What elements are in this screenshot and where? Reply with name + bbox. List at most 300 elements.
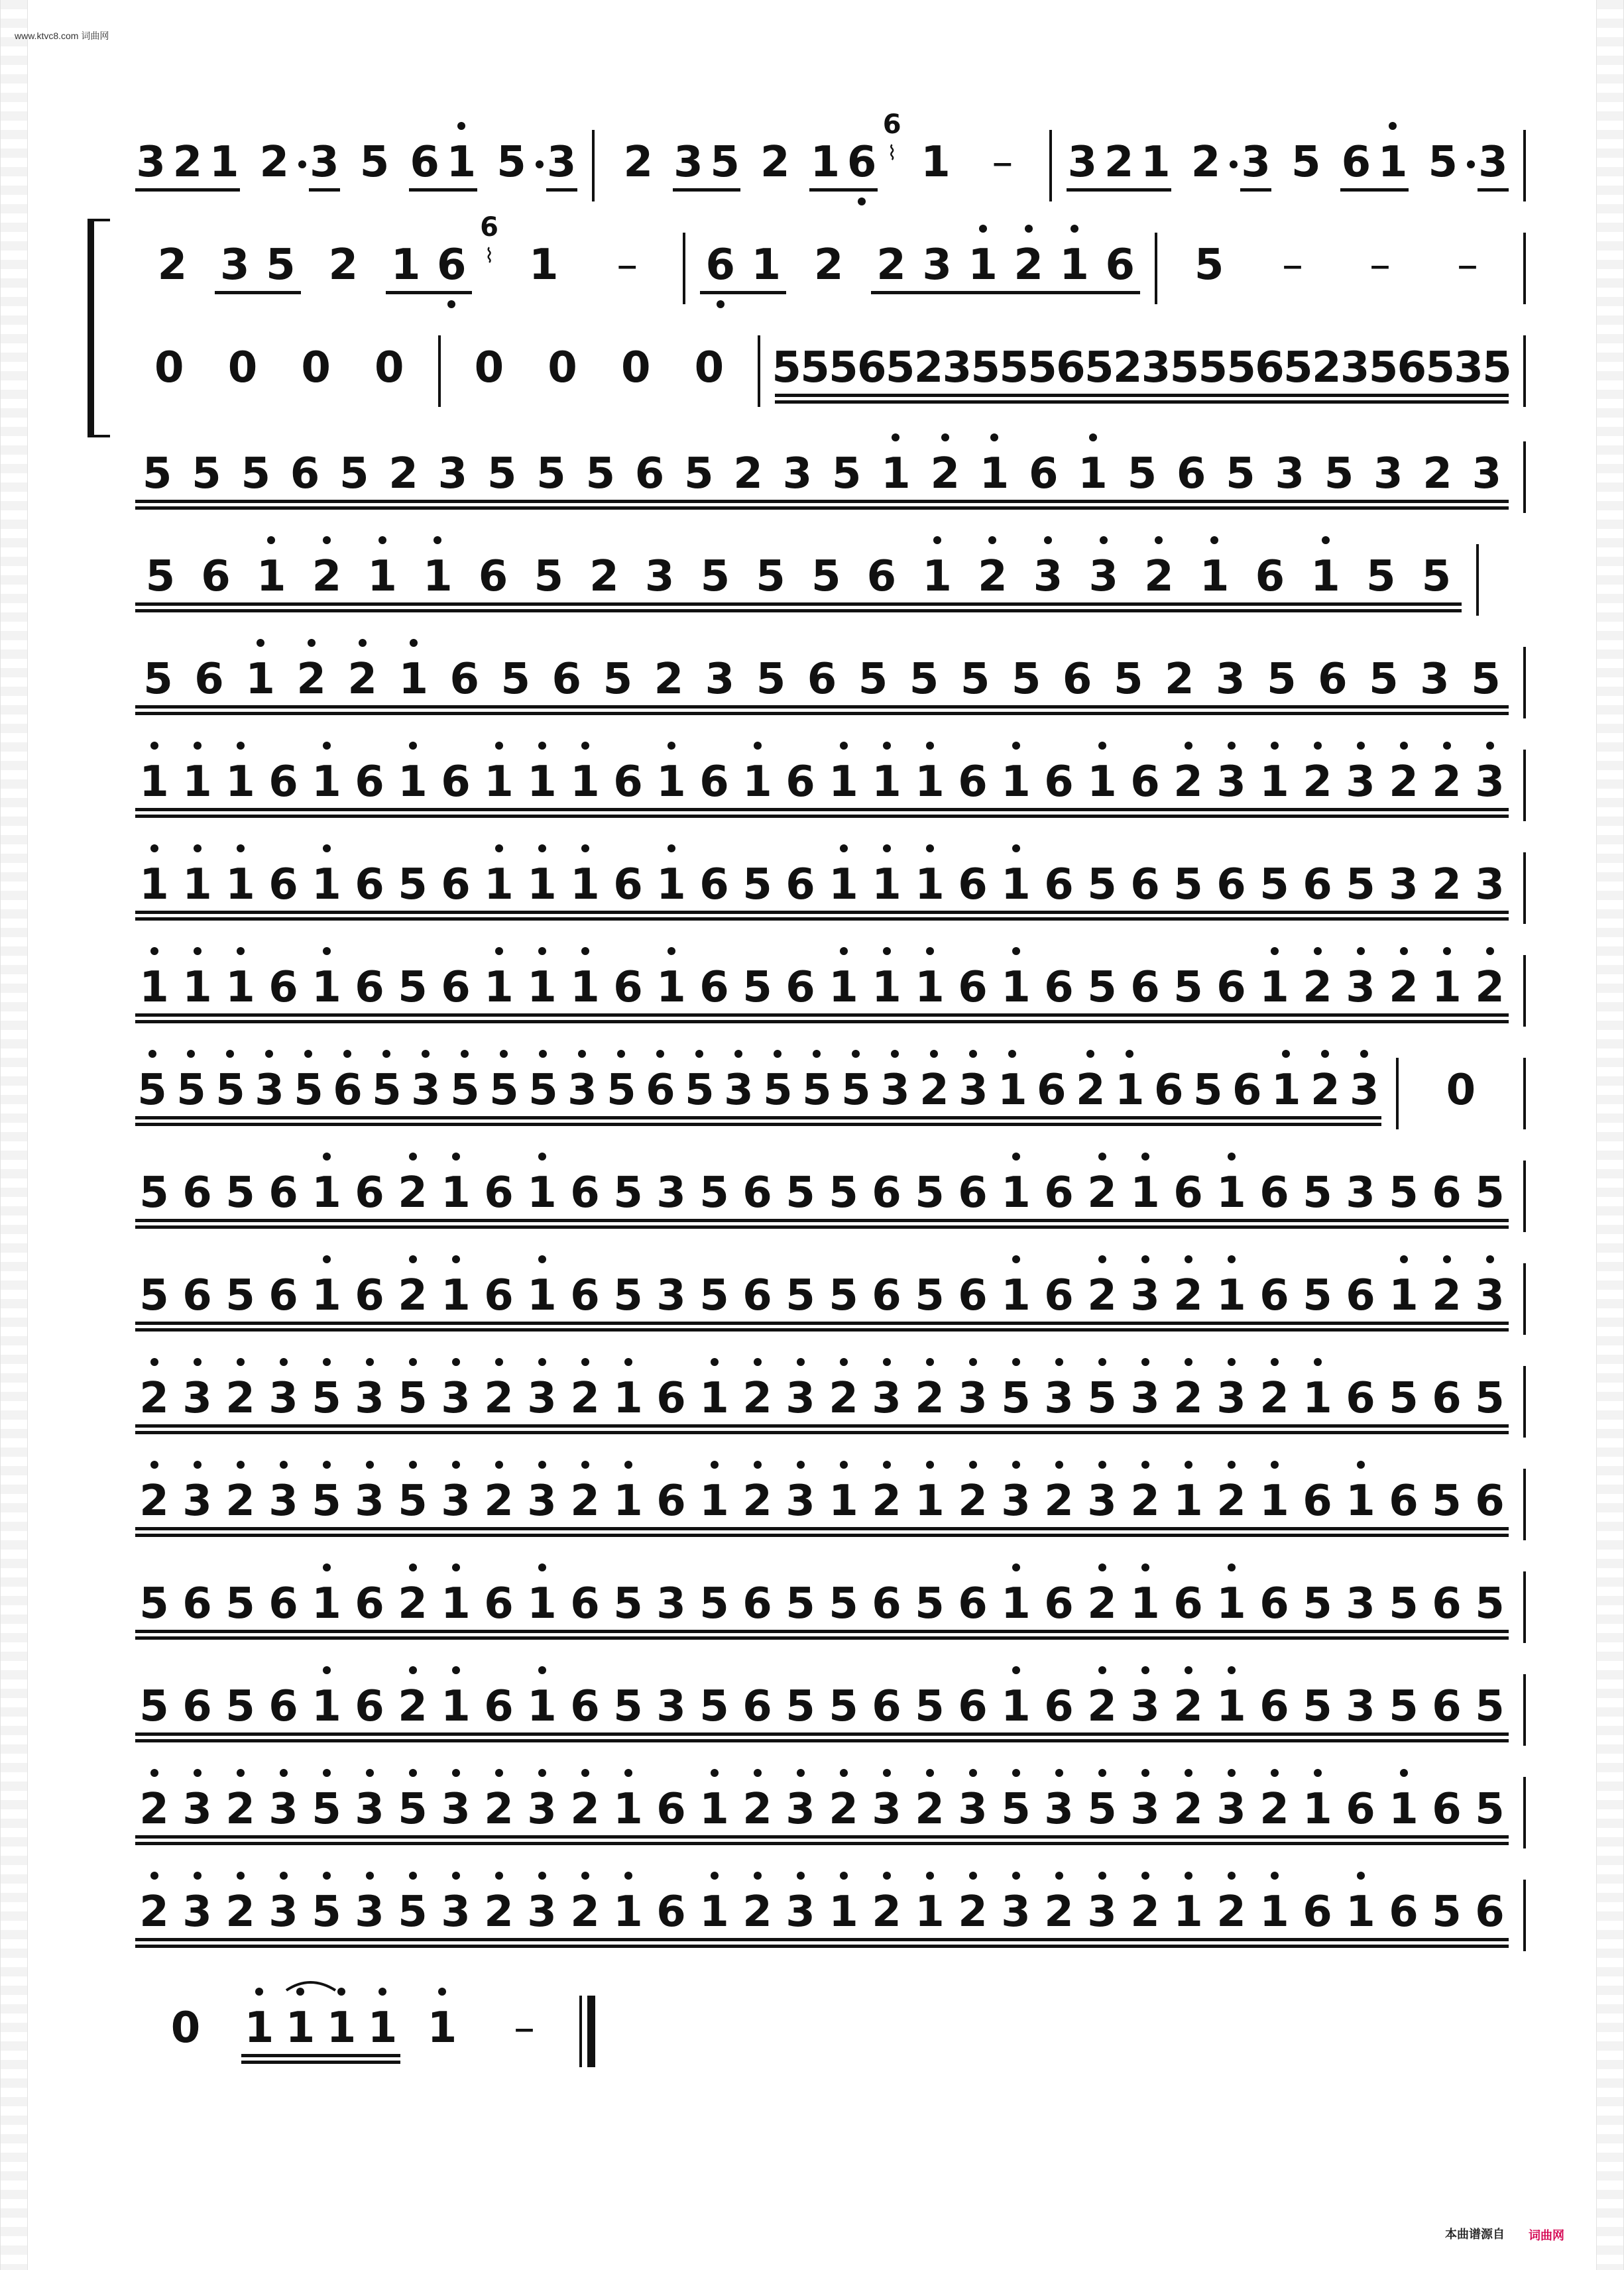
barline [1523, 1777, 1526, 1848]
octave-up-dot [1012, 742, 1020, 750]
octave-up-dot [1185, 1255, 1192, 1263]
octave-up-dot [194, 1358, 202, 1366]
octave-up-dot [538, 844, 546, 852]
note: 5 [126, 1041, 179, 1140]
note: 2 [559, 1349, 612, 1448]
octave-up-dot [1400, 742, 1408, 750]
octave-up-dot [452, 1769, 460, 1777]
note: 3 [437, 449, 468, 498]
note: 6 [355, 1168, 384, 1218]
note: 6 [1432, 1682, 1462, 1731]
note: 3 [1033, 1760, 1086, 1859]
note: 3 [1472, 449, 1502, 498]
octave-up-dot [1055, 1872, 1063, 1880]
note: 1 [1377, 1760, 1430, 1859]
beam-underline [135, 1123, 1381, 1126]
note: 1 [1299, 527, 1352, 626]
barline [1049, 130, 1052, 201]
note: 5 [829, 1579, 858, 1628]
note: 6 [182, 1579, 212, 1628]
note: 5 [785, 1168, 815, 1218]
note: 2 [559, 1760, 612, 1859]
octave-up-dot [323, 1769, 331, 1777]
note: 5 [613, 1168, 643, 1218]
note: 1 [1205, 1554, 1258, 1654]
note: 3 [243, 1041, 296, 1140]
note: 1 [1162, 1862, 1215, 1962]
note: 2 [214, 1451, 267, 1551]
beam-underline [135, 1938, 1509, 1941]
octave-up-dot [1400, 1769, 1408, 1777]
octave-up-dot [500, 1050, 508, 1058]
barline [1523, 1161, 1526, 1232]
score-row [133, 212, 1538, 315]
note: 3 [1389, 860, 1419, 909]
beam-underline [135, 1739, 1509, 1742]
note: 1 [1377, 1246, 1430, 1345]
octave-up-dot [1141, 1872, 1149, 1880]
note: 2 [1179, 113, 1232, 212]
beam-underline [546, 188, 577, 192]
note: 3 [1346, 1579, 1375, 1628]
beam-underline [241, 2054, 400, 2057]
note: 5 [800, 343, 830, 392]
note: 1 [233, 1978, 286, 2078]
note: 2 [559, 1862, 612, 1962]
octave-up-dot [1098, 1255, 1106, 1263]
octave-up-dot [624, 1358, 632, 1366]
note: 3 [343, 1862, 396, 1962]
octave-up-dot [1210, 536, 1218, 544]
note: 1 [957, 215, 1010, 315]
note: 6 [634, 1041, 687, 1140]
octave-up-dot [883, 1769, 891, 1777]
note: 5 [1011, 655, 1041, 704]
note: 5 [1475, 1374, 1505, 1423]
note: 6 [441, 963, 471, 1012]
note: 6 [268, 1682, 298, 1731]
note: 2 [1064, 1041, 1117, 1140]
note: 5 [477, 1041, 530, 1140]
note: 2 [1162, 1657, 1215, 1756]
note: 1 [990, 1554, 1043, 1654]
note: 2 [473, 1760, 526, 1859]
note: 1 [128, 732, 181, 832]
note: 6 [1062, 655, 1092, 704]
measure [133, 318, 426, 418]
note: 1 [810, 138, 841, 187]
octave-up-dot [1357, 1872, 1365, 1880]
note: 6 [872, 1168, 901, 1218]
beam-underline [135, 1219, 1509, 1222]
note: 3 [171, 1862, 224, 1962]
octave-up-dot [1271, 1461, 1279, 1469]
beam-underline [135, 500, 1509, 503]
note: 1 [214, 938, 267, 1037]
note: 3 [516, 1451, 569, 1551]
note: 5 [300, 1451, 353, 1551]
note: 5 [613, 1579, 643, 1628]
octave-up-dot [366, 1769, 374, 1777]
octave-up-dot [969, 1461, 977, 1469]
note: 2 [623, 138, 653, 187]
note: 5 [398, 963, 428, 1012]
octave-up-dot [194, 1769, 202, 1777]
octave-up-dot [754, 1358, 762, 1366]
note: 6 [1475, 1477, 1505, 1526]
octave-up-dot [538, 1769, 546, 1777]
barline [1523, 130, 1526, 201]
octave-up-dot [1098, 1769, 1106, 1777]
note: 2 [1421, 732, 1474, 832]
measure [133, 732, 1511, 832]
octave-up-dot [1055, 1461, 1063, 1469]
octave-up-dot [695, 1050, 703, 1058]
note: 1 [128, 835, 181, 935]
octave-up-dot [1228, 1872, 1236, 1880]
note: 1 [731, 732, 784, 832]
note: 2 [386, 1657, 439, 1756]
note: 2 [947, 1862, 1000, 1962]
note: 3 [257, 1862, 310, 1962]
octave-up-dot [1271, 1769, 1279, 1777]
note: 6 [182, 1271, 212, 1320]
octave-up-dot [150, 1769, 158, 1777]
note: 3 [171, 1349, 224, 1448]
note: 1 [1248, 1862, 1301, 1962]
octave-up-dot [538, 947, 546, 955]
note: 1 [1291, 1349, 1344, 1448]
score-row [133, 1041, 1538, 1140]
note: 1 [921, 138, 951, 187]
octave-up-dot [382, 1050, 390, 1058]
note: 6 [1259, 1579, 1289, 1628]
grace-note: 6 [882, 109, 901, 140]
beam-underline [135, 1328, 1509, 1332]
octave-up-dot [1141, 1153, 1149, 1161]
octave-up-dot [1185, 1872, 1192, 1880]
octave-up-dot [237, 1358, 245, 1366]
octave-up-dot [1012, 1872, 1020, 1880]
octave-up-dot [1400, 947, 1408, 955]
score-row [133, 1143, 1538, 1243]
note: 0 [154, 343, 184, 392]
octave-up-dot [150, 1461, 158, 1469]
note: 2 [1033, 1862, 1086, 1962]
note: 5 [785, 1271, 815, 1320]
note: 2 [817, 1760, 870, 1859]
note: 6 [694, 215, 747, 315]
note: 2 [300, 527, 353, 626]
octave-up-dot [1044, 536, 1052, 544]
note: 5 [990, 1760, 1043, 1859]
octave-up-dot [1098, 1666, 1106, 1674]
note: 6 [484, 1579, 514, 1628]
note: 5 [829, 1682, 858, 1731]
octave-up-dot [1086, 1050, 1094, 1058]
note: 1 [430, 1657, 483, 1756]
beam-underline [241, 2061, 400, 2064]
note: 6 [1432, 1374, 1462, 1423]
score-row [133, 835, 1538, 935]
note: 6 [268, 1579, 298, 1628]
note: 1 [1205, 1143, 1258, 1243]
octave-up-dot [1360, 1050, 1368, 1058]
octave-up-dot [667, 947, 675, 955]
note: 3 [1141, 343, 1171, 392]
beam-underline [135, 1732, 1509, 1736]
octave-up-dot [930, 1050, 938, 1058]
beam-underline [135, 1835, 1509, 1839]
note: 1 [171, 835, 224, 935]
beam-underline [775, 394, 1509, 397]
sustain-dash: – [1282, 241, 1304, 290]
note: 1 [1067, 424, 1120, 524]
note: 6 [1176, 449, 1206, 498]
note: 5 [1291, 138, 1321, 187]
note: 3 [922, 241, 952, 290]
octave-up-dot [1012, 1461, 1020, 1469]
octave-up-dot [1443, 742, 1451, 750]
note: 1 [645, 938, 698, 1037]
note: 5 [613, 1271, 643, 1320]
beam-underline [135, 188, 240, 192]
score-row [133, 527, 1538, 626]
note: 5 [487, 449, 517, 498]
beam-underline [135, 705, 1509, 709]
note: 3 [990, 1862, 1043, 1962]
note: 6 [1318, 655, 1348, 704]
octave-up-dot [711, 1872, 719, 1880]
octave-up-dot [883, 1358, 891, 1366]
note: 2 [128, 1349, 181, 1448]
note: 5 [699, 1682, 729, 1731]
note: 2 [1033, 1451, 1086, 1551]
note: 5 [1389, 1168, 1419, 1218]
beam-underline [775, 400, 1509, 404]
note: 3 [1205, 1760, 1258, 1859]
note: 1 [990, 835, 1043, 935]
octave-up-dot [969, 1358, 977, 1366]
note: 6 [613, 758, 643, 807]
score-row [133, 938, 1538, 1037]
note: 1 [315, 1978, 368, 2078]
note: 5 [1226, 343, 1256, 392]
beam-underline [386, 291, 472, 294]
octave-up-dot [409, 1358, 417, 1366]
note: 2 [1291, 938, 1344, 1037]
note: 5 [143, 655, 173, 704]
octave-up-dot [754, 742, 762, 750]
octave-up-dot [495, 947, 503, 955]
octave-up-dot [797, 1769, 805, 1777]
octave-up-dot [323, 1153, 331, 1161]
octave-up-dot [617, 1050, 625, 1058]
note: 6 [484, 1168, 514, 1218]
note: 1 [171, 938, 224, 1037]
octave-up-dot [237, 844, 245, 852]
note: 1 [602, 1760, 655, 1859]
note: 6 [1232, 1066, 1262, 1115]
octave-up-dot [578, 1050, 586, 1058]
note: 6 [656, 1785, 686, 1834]
octave-up-dot [1228, 1666, 1236, 1674]
note: 1 [300, 1143, 353, 1243]
note: 3 [1205, 1349, 1258, 1448]
note: 2 [876, 241, 906, 290]
note: 5 [831, 449, 862, 498]
barline [1523, 233, 1526, 304]
octave-up-dot [840, 1872, 848, 1880]
octave-up-dot [538, 1666, 546, 1674]
note: 1 [645, 835, 698, 935]
note: 3 [1205, 732, 1258, 832]
octave-up-dot [926, 1358, 934, 1366]
note: 6 [656, 1888, 686, 1937]
octave-up-dot [797, 1461, 805, 1469]
note: 2 [1164, 655, 1194, 704]
octave-up-dot [323, 1563, 331, 1571]
note: 0 [227, 343, 258, 392]
note: 5 [1475, 1785, 1505, 1834]
note: 2 [473, 1451, 526, 1551]
octave-up-dot [926, 1872, 934, 1880]
note: 5 [142, 449, 172, 498]
note: 1 [516, 1246, 569, 1345]
octave-up-dot [1357, 1461, 1365, 1469]
barline [1523, 750, 1526, 821]
note: 6 [441, 758, 471, 807]
note: 1 [817, 1451, 870, 1551]
octave-up-dot [265, 1050, 273, 1058]
note: 1 [430, 1143, 483, 1243]
octave-up-dot [667, 844, 675, 852]
beam-underline [135, 1630, 1509, 1633]
octave-up-dot [410, 639, 418, 647]
barline [1523, 1263, 1526, 1335]
score-row [133, 1349, 1538, 1448]
note: 5 [1365, 552, 1396, 601]
note: 1 [559, 938, 612, 1037]
note: 3 [220, 241, 250, 290]
note: 6 [1432, 1168, 1462, 1218]
note: 6 [1044, 1682, 1074, 1731]
measure [1411, 1041, 1511, 1140]
note: 6 [355, 1682, 384, 1731]
note: 5 [915, 1579, 945, 1628]
note: 6 [355, 1271, 384, 1320]
note: 5 [1346, 860, 1375, 909]
grace-note: 6 [480, 212, 498, 243]
note: 6 [1044, 758, 1074, 807]
octave-up-dot [1012, 1769, 1020, 1777]
note: 5 [1267, 655, 1297, 704]
measure [1169, 215, 1511, 315]
note: 5 [829, 343, 858, 392]
octave-up-dot [1400, 1255, 1408, 1263]
note: 3 [310, 138, 339, 187]
beam-underline [135, 1431, 1509, 1434]
note: 6 [570, 1682, 600, 1731]
octave-up-dot [774, 1050, 782, 1058]
note: 2 [1248, 1349, 1301, 1448]
note: 6 [355, 860, 384, 909]
octave-up-dot [359, 639, 367, 647]
note: 6 [268, 963, 298, 1012]
octave-up-dot [1012, 844, 1020, 852]
note: 6 [866, 552, 897, 601]
note: 3 [1475, 860, 1505, 909]
measure [607, 109, 1037, 212]
octave-up-dot [926, 844, 934, 852]
note: 3 [1241, 138, 1271, 187]
note: 2 [860, 1862, 913, 1962]
octave-up-dot [409, 1563, 417, 1571]
note: 6 [656, 1374, 686, 1423]
octave-up-dot [237, 742, 245, 750]
note: 2 [1312, 343, 1342, 392]
note: 3 [257, 1349, 310, 1448]
octave-up-dot [452, 1153, 460, 1161]
octave-up-dot [1012, 1358, 1020, 1366]
measure [697, 215, 1143, 315]
note: 2 [1464, 938, 1517, 1037]
note: 5 [225, 1271, 255, 1320]
note: 3 [1021, 527, 1074, 626]
octave-up-dot [1098, 1153, 1106, 1161]
octave-up-dot [988, 536, 996, 544]
note: 1 [529, 241, 559, 290]
note: 5 [699, 1271, 729, 1320]
note: 6 [1346, 1271, 1375, 1320]
note: 3 [555, 1041, 609, 1140]
note: 6 [872, 1271, 901, 1320]
octave-up-dot [581, 742, 589, 750]
note: 2 [731, 1451, 784, 1551]
note: 1 [990, 1657, 1043, 1756]
note: 5 [990, 1349, 1043, 1448]
note: 1 [430, 1554, 483, 1654]
octave-up-dot [409, 1255, 417, 1263]
note: 1 [688, 1862, 741, 1962]
note: 6 [355, 1579, 384, 1628]
note: 1 [516, 1554, 569, 1654]
note: 6 [785, 963, 815, 1012]
note: 5 [829, 1168, 858, 1218]
note: 2 [654, 655, 684, 704]
beam-underline [135, 808, 1509, 811]
note: 5 [1432, 1477, 1462, 1526]
note: 1 [300, 1554, 353, 1654]
note: 2 [1119, 1451, 1172, 1551]
note: 1 [903, 1451, 957, 1551]
note: 6 [958, 963, 988, 1012]
note: 6 [441, 860, 471, 909]
note: 3 [546, 138, 577, 187]
note: 1 [903, 835, 957, 935]
barline [1523, 1366, 1526, 1438]
note: 2 [214, 1862, 267, 1962]
octave-down-dot [717, 300, 725, 308]
octave-up-dot [926, 742, 934, 750]
note: 5 [829, 1041, 882, 1140]
note: 5 [145, 552, 176, 601]
note: 5 [1389, 1682, 1419, 1731]
beam-underline [135, 815, 1509, 818]
note: 0 [694, 343, 725, 392]
note: 1 [411, 527, 464, 626]
note: 3 [774, 1451, 827, 1551]
